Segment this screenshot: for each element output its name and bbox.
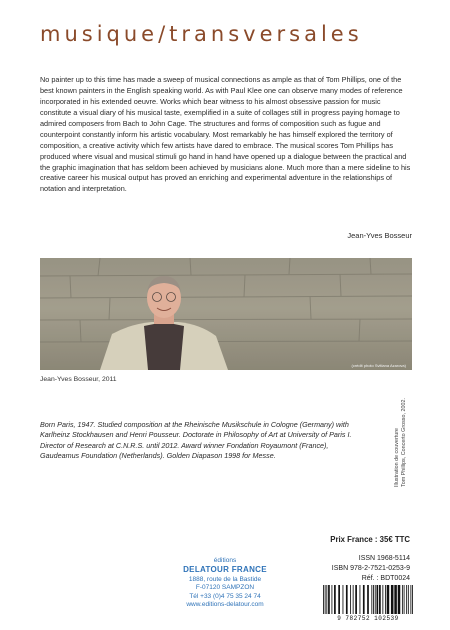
author-bio: Born Paris, 1947. Studied composition at the Rheinische Musikschule in Cologne (Germany) with Karlheinz Stockhausen and Henri Pousseur. Doctorate in Philosophy of Art at University of Paris I. Director of Research at C.N.R.S. until 2012. Award winner Fondation Royaumont (France), Gaudeamus Foundation (Netherlands). Golden Diapason 1998 for Messe.: [40, 420, 352, 461]
barcode-bar: [391, 585, 394, 614]
barcode-bar: [338, 585, 340, 614]
series-title: musique/transversales: [40, 22, 363, 46]
barcode-bar: [371, 585, 372, 614]
essay-author: Jean-Yves Bosseur: [347, 231, 412, 240]
publisher-phone: Tél +33 (0)4 75 35 24 74: [189, 592, 261, 600]
publisher-address-2: F-07120 SAMPZON: [195, 584, 255, 592]
author-photo: [40, 258, 412, 370]
book-codes: [332, 554, 410, 583]
publisher-block: [160, 557, 290, 610]
barcode-bar: [402, 585, 403, 614]
barcode-bar: [387, 585, 390, 614]
barcode-bar: [382, 585, 383, 614]
barcode-bar: [385, 585, 386, 614]
barcode-bar: [363, 585, 365, 614]
barcode-bar: [350, 585, 351, 614]
barcode-bar: [328, 585, 330, 614]
barcode-bar: [326, 585, 327, 614]
barcode-bar: [379, 585, 381, 614]
publisher-name: DELATOUR FRANCE: [183, 565, 267, 575]
barcode-bar: [323, 585, 324, 614]
barcode-bar: [355, 585, 357, 614]
barcode-bar: [410, 585, 411, 614]
barcode-bar: [408, 585, 409, 614]
barcode-bar: [325, 585, 326, 614]
barcode-bar: [346, 585, 348, 614]
barcode-bars: [323, 585, 413, 614]
publisher-label: éditions: [213, 557, 237, 564]
photo-caption: Jean-Yves Bosseur, 2011: [40, 376, 117, 383]
photo-credit: (crédit photo Svitlana Azarova): [351, 363, 406, 368]
cover-illustration-credit: [394, 387, 420, 487]
barcode-bar: [404, 585, 405, 614]
reference-code: Réf. : BDT0024: [361, 574, 410, 582]
barcode-bar: [331, 585, 332, 614]
publisher-address-1: 1888, route de la Bastide: [188, 575, 262, 583]
barcode-digits: 9 782752 102539: [337, 615, 399, 622]
barcode-bar: [360, 585, 361, 614]
cover-credit-line-1: Illustration de couverture: [394, 427, 400, 487]
price: Prix France : 35€ TTC: [330, 535, 410, 544]
barcode-bar: [334, 585, 336, 614]
publisher-website[interactable]: www.editions-delatour.com: [186, 601, 264, 609]
barcode-bar: [375, 585, 376, 614]
barcode-bar: [353, 585, 354, 614]
essay-text: No painter up to this time has made a sweep of musical connections as ample as that of Tom Phillips, one of the best known painters in the English speaking world. As with Paul Klee one can observe many modes of reference incorporated in his extended oeuvre. Works which bear witness to his almost obsessive passion for music constitute a visual diary of his musical taste, exemplified in a suite of collages still in progress paying homage to admired composers from Bach to John Cage. The structures and forms of composition such as fugue and counterpoint constantly inform his artistic vocabulary. Most remarkably he has himself explored the territory of composition, a creative activity which few artists have dared to embrace. The musical scores Tom Phillips has produced where visual and musical stimuli go hand in hand have opened up a dialogue between the practical and the graphic imagination that has seldom been achieved by musicians alone. Much more than a mere sideline to his creative career his musical output has proved an enriching and experimental adventure in the relationships of notation and interpretation.: [40, 75, 411, 194]
isbn: ISBN 978-2-7521-0253-9: [331, 564, 410, 572]
cover-credit-line-2: Tom Phillips, Concerto Grosso, 2002.: [401, 398, 408, 487]
author-photo-illustration: [40, 258, 412, 370]
barcode-bar: [398, 585, 401, 614]
barcode-bar: [376, 585, 378, 614]
barcode-bar: [412, 585, 413, 614]
issn: ISSN 1968-5114: [358, 555, 410, 562]
barcode-bar: [367, 585, 369, 614]
barcode-bar: [343, 585, 344, 614]
barcode: [323, 585, 413, 623]
barcode-bar: [406, 585, 407, 614]
barcode-bar: [394, 585, 397, 614]
barcode-bar: [373, 585, 374, 614]
